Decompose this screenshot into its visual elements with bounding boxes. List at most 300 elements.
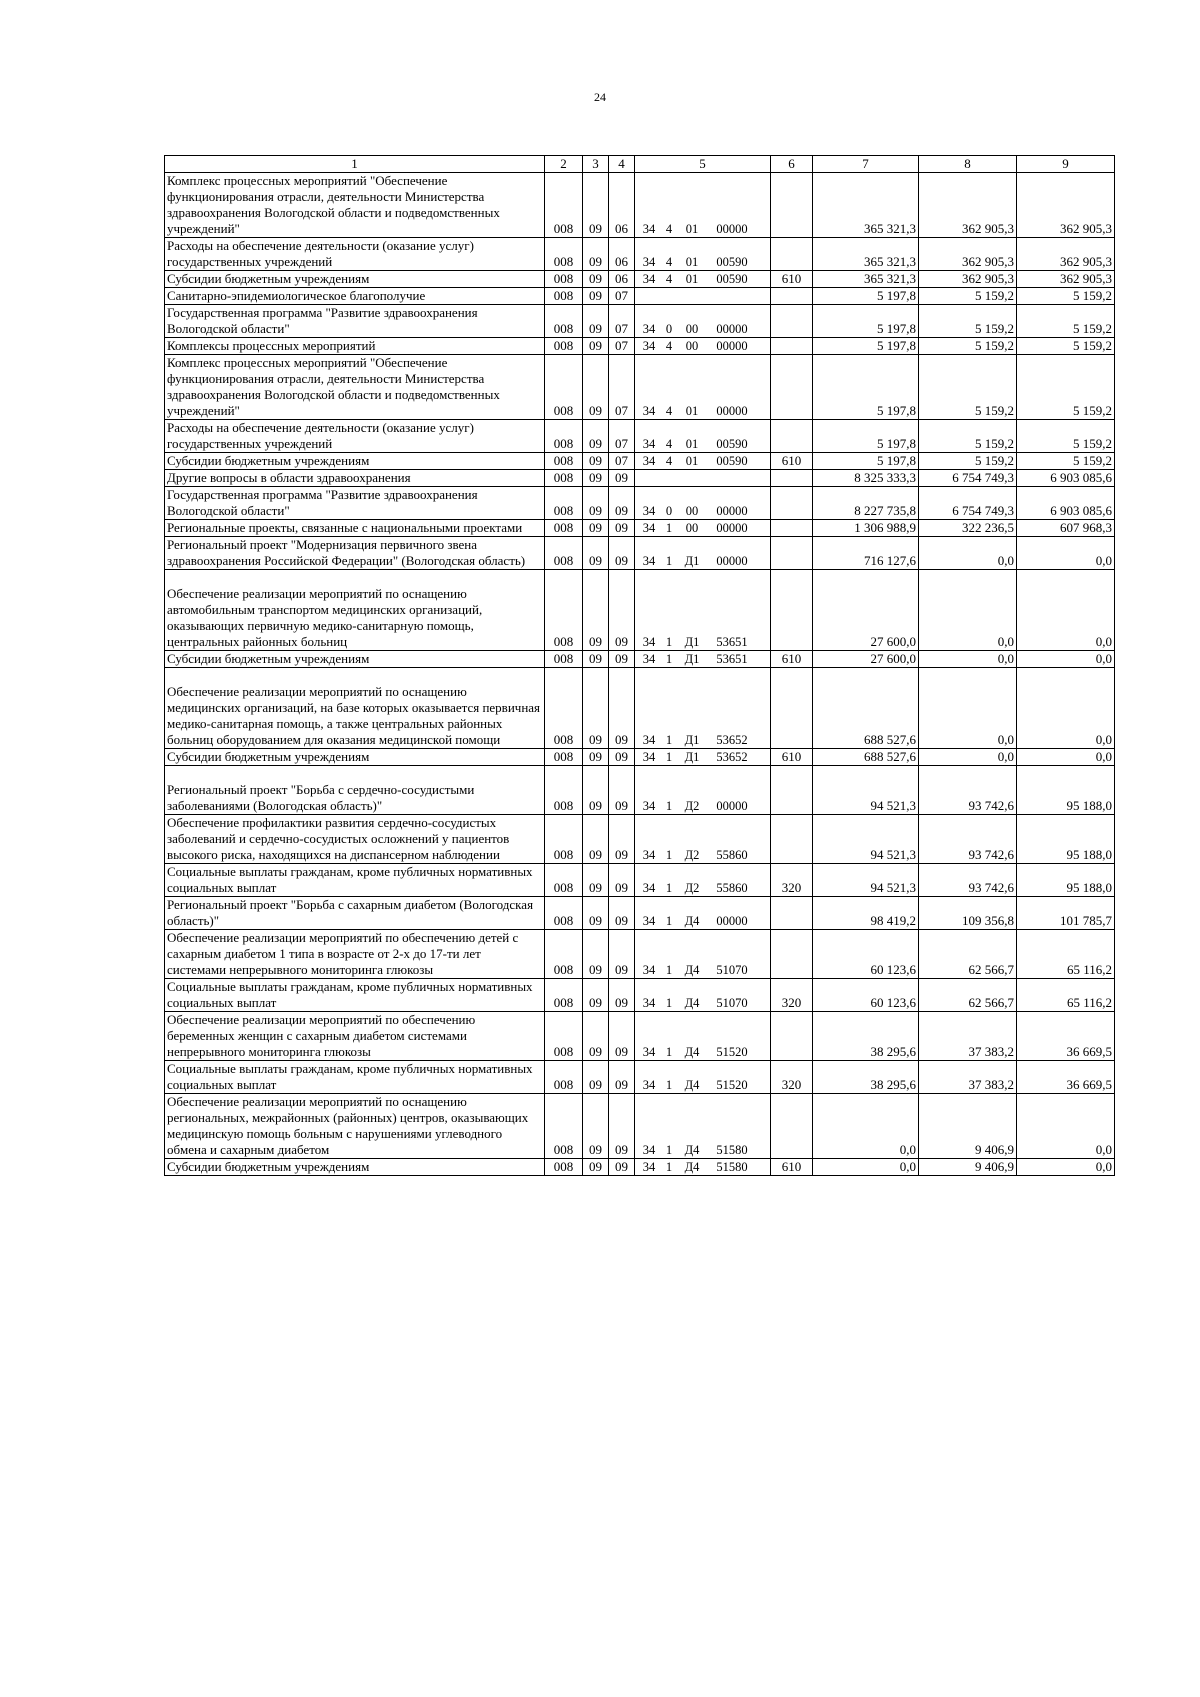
target-direction: 00000: [716, 404, 748, 418]
row-subsection-code: 06: [609, 271, 635, 288]
row-subsection-code: 07: [609, 420, 635, 453]
table-row: [165, 749, 1115, 766]
target-measure: Д4: [684, 996, 700, 1010]
target-article-parts: [637, 254, 768, 270]
row-amount-year1: 94 521,3: [813, 815, 919, 864]
row-target-article: [635, 864, 771, 897]
row-expense-type: [771, 815, 813, 864]
row-target-article: [635, 897, 771, 930]
row-target-article: [635, 537, 771, 570]
table-row: [165, 355, 1115, 420]
row-name: Обеспечение реализации мероприятий по обеспечению детей с сахарным диабетом 1 типа в возрасте от 2-х до 17-ти лет системами непрерывного мониторинга глюкозы: [165, 930, 545, 979]
row-amount-year3: 5 159,2: [1017, 453, 1115, 470]
row-subsection-code: 09: [609, 570, 635, 651]
target-measure: Д4: [684, 1078, 700, 1092]
row-amount-year2: 9 406,9: [919, 1159, 1017, 1176]
row-target-article: [635, 453, 771, 470]
row-section-code: 09: [583, 1159, 609, 1176]
row-amount-year1: 688 527,6: [813, 749, 919, 766]
row-amount-year2: 5 159,2: [919, 288, 1017, 305]
row-amount-year2: 93 742,6: [919, 766, 1017, 815]
row-subsection-code: 07: [609, 305, 635, 338]
row-amount-year2: 6 754 749,3: [919, 470, 1017, 487]
row-subsection-code: 09: [609, 897, 635, 930]
col-header-9: 9: [1017, 156, 1115, 173]
row-amount-year1: 0,0: [813, 1094, 919, 1159]
target-program: 34: [642, 750, 656, 764]
row-amount-year1: 365 321,3: [813, 238, 919, 271]
target-measure: Д4: [684, 1160, 700, 1174]
row-amount-year3: 0,0: [1017, 651, 1115, 668]
target-program: 34: [642, 437, 656, 451]
row-amount-year1: 98 419,2: [813, 897, 919, 930]
table-row: [165, 173, 1115, 238]
row-section-code: 09: [583, 815, 609, 864]
row-name: Региональный проект "Борьба с сахарным диабетом (Вологодская область)": [165, 897, 545, 930]
page-number: 24: [594, 90, 606, 104]
row-name: Социальные выплаты гражданам, кроме публичных нормативных социальных выплат: [165, 1061, 545, 1094]
row-section-code: 09: [583, 453, 609, 470]
row-subsection-code: 09: [609, 815, 635, 864]
row-amount-year1: 688 527,6: [813, 668, 919, 749]
row-ministry-code: 008: [545, 487, 583, 520]
row-amount-year2: 5 159,2: [919, 453, 1017, 470]
target-measure: Д4: [684, 963, 700, 977]
row-subsection-code: 09: [609, 864, 635, 897]
row-section-code: 09: [583, 420, 609, 453]
row-amount-year2: 5 159,2: [919, 338, 1017, 355]
row-expense-type: 320: [771, 1061, 813, 1094]
row-name: Субсидии бюджетным учреждениям: [165, 651, 545, 668]
target-direction: 53652: [716, 733, 748, 747]
row-name: Субсидии бюджетным учреждениям: [165, 749, 545, 766]
target-program: 34: [642, 554, 656, 568]
row-section-code: 09: [583, 173, 609, 238]
col-header-1: 1: [165, 156, 545, 173]
row-amount-year2: 93 742,6: [919, 864, 1017, 897]
table-row: [165, 864, 1115, 897]
row-expense-type: 610: [771, 749, 813, 766]
target-article-parts: [637, 880, 768, 896]
row-section-code: 09: [583, 864, 609, 897]
col-header-4: 4: [609, 156, 635, 173]
target-measure: Д1: [684, 733, 700, 747]
target-direction: 00590: [716, 454, 748, 468]
target-subprogram: 0: [665, 322, 673, 336]
target-direction: 51070: [716, 963, 748, 977]
target-measure: Д1: [684, 554, 700, 568]
target-subprogram: 1: [665, 1143, 673, 1157]
target-program: 34: [642, 733, 656, 747]
target-subprogram: 1: [665, 750, 673, 764]
row-target-article: [635, 815, 771, 864]
row-subsection-code: 09: [609, 537, 635, 570]
row-amount-year3: 95 188,0: [1017, 864, 1115, 897]
target-direction: 00590: [716, 255, 748, 269]
target-subprogram: 4: [665, 404, 673, 418]
row-section-code: 09: [583, 668, 609, 749]
row-amount-year3: 362 905,3: [1017, 238, 1115, 271]
row-amount-year1: 716 127,6: [813, 537, 919, 570]
row-amount-year3: 5 159,2: [1017, 338, 1115, 355]
row-ministry-code: 008: [545, 749, 583, 766]
row-target-article: [635, 651, 771, 668]
row-amount-year3: 5 159,2: [1017, 305, 1115, 338]
row-expense-type: [771, 355, 813, 420]
target-direction: 00000: [716, 521, 748, 535]
row-name: Комплекс процессных мероприятий "Обеспечение функционирования отрасли, деятельности Министерства здравоохранения Вологодской области и подведомственных учреждений": [165, 173, 545, 238]
row-expense-type: 610: [771, 453, 813, 470]
row-section-code: 09: [583, 338, 609, 355]
row-expense-type: [771, 570, 813, 651]
row-ministry-code: 008: [545, 897, 583, 930]
table-row: [165, 1012, 1115, 1061]
row-name: Комплекс процессных мероприятий "Обеспечение функционирования отрасли, деятельности Министерства здравоохранения Вологодской области и подведомственных учреждений": [165, 355, 545, 420]
table-row: [165, 288, 1115, 305]
row-amount-year1: 365 321,3: [813, 173, 919, 238]
row-amount-year2: 0,0: [919, 570, 1017, 651]
row-section-code: 09: [583, 1061, 609, 1094]
target-article-parts: [637, 453, 768, 469]
row-subsection-code: 09: [609, 766, 635, 815]
target-direction: 55860: [716, 848, 748, 862]
row-amount-year1: 60 123,6: [813, 979, 919, 1012]
row-expense-type: [771, 766, 813, 815]
row-section-code: 09: [583, 1012, 609, 1061]
row-amount-year1: 5 197,8: [813, 288, 919, 305]
col-header-2: 2: [545, 156, 583, 173]
row-ministry-code: 008: [545, 305, 583, 338]
row-expense-type: 610: [771, 271, 813, 288]
table-row: [165, 930, 1115, 979]
row-name: Санитарно-эпидемиологическое благополучие: [165, 288, 545, 305]
target-program: 34: [642, 881, 656, 895]
target-direction: 53652: [716, 750, 748, 764]
target-article-parts: [637, 321, 768, 337]
row-expense-type: [771, 930, 813, 979]
row-amount-year1: 5 197,8: [813, 453, 919, 470]
row-subsection-code: 09: [609, 651, 635, 668]
row-amount-year1: 38 295,6: [813, 1061, 919, 1094]
target-program: 34: [642, 1160, 656, 1174]
target-program: 34: [642, 404, 656, 418]
table-row: [165, 1159, 1115, 1176]
row-subsection-code: 07: [609, 453, 635, 470]
row-amount-year3: 6 903 085,6: [1017, 487, 1115, 520]
target-direction: 55860: [716, 881, 748, 895]
row-amount-year3: 65 116,2: [1017, 930, 1115, 979]
table-row: [165, 487, 1115, 520]
row-target-article: [635, 766, 771, 815]
target-measure: 00: [685, 339, 699, 353]
target-direction: 00000: [716, 339, 748, 353]
row-amount-year2: 5 159,2: [919, 420, 1017, 453]
row-subsection-code: 09: [609, 470, 635, 487]
row-section-code: 09: [583, 355, 609, 420]
target-subprogram: 1: [665, 1160, 673, 1174]
row-expense-type: 320: [771, 864, 813, 897]
table-row: [165, 537, 1115, 570]
row-section-code: 09: [583, 930, 609, 979]
target-subprogram: 4: [665, 437, 673, 451]
target-direction: 00590: [716, 437, 748, 451]
target-direction: 53651: [716, 635, 748, 649]
row-name: Обеспечение реализации мероприятий по обеспечению беременных женщин с сахарным диабетом системами непрерывного мониторинга глюкозы: [165, 1012, 545, 1061]
table-row: [165, 1061, 1115, 1094]
row-target-article: [635, 288, 771, 305]
row-section-code: 09: [583, 979, 609, 1012]
target-article-parts: [637, 221, 768, 237]
table-row: [165, 338, 1115, 355]
table-row: [165, 238, 1115, 271]
row-name: Региональный проект "Борьба с сердечно-сосудистыми заболеваниями (Вологодская область)": [165, 766, 545, 815]
row-target-article: [635, 338, 771, 355]
target-subprogram: 1: [665, 635, 673, 649]
row-expense-type: 610: [771, 651, 813, 668]
target-measure: Д2: [684, 799, 700, 813]
target-measure: Д2: [684, 848, 700, 862]
target-direction: 00000: [716, 799, 748, 813]
target-program: 34: [642, 996, 656, 1010]
row-section-code: 09: [583, 651, 609, 668]
row-amount-year2: 6 754 749,3: [919, 487, 1017, 520]
row-expense-type: [771, 520, 813, 537]
target-direction: 51580: [716, 1143, 748, 1157]
table-row: [165, 815, 1115, 864]
target-article-parts: [637, 634, 768, 650]
target-direction: 51580: [716, 1160, 748, 1174]
row-amount-year2: 5 159,2: [919, 355, 1017, 420]
row-amount-year3: 0,0: [1017, 1159, 1115, 1176]
row-target-article: [635, 930, 771, 979]
row-ministry-code: 008: [545, 1061, 583, 1094]
row-expense-type: [771, 537, 813, 570]
row-amount-year1: 5 197,8: [813, 338, 919, 355]
table-row: [165, 470, 1115, 487]
target-direction: 51520: [716, 1078, 748, 1092]
target-subprogram: 1: [665, 733, 673, 747]
target-subprogram: 1: [665, 799, 673, 813]
target-measure: Д4: [684, 914, 700, 928]
row-target-article: [635, 271, 771, 288]
table-row: [165, 271, 1115, 288]
row-expense-type: [771, 897, 813, 930]
row-subsection-code: 09: [609, 520, 635, 537]
row-subsection-code: 09: [609, 979, 635, 1012]
target-direction: 53651: [716, 652, 748, 666]
target-subprogram: 4: [665, 272, 673, 286]
target-program: 34: [642, 1045, 656, 1059]
row-amount-year1: 1 306 988,9: [813, 520, 919, 537]
row-expense-type: 320: [771, 979, 813, 1012]
table-row: [165, 1094, 1115, 1159]
row-amount-year3: 95 188,0: [1017, 815, 1115, 864]
table-row: [165, 766, 1115, 815]
target-measure: Д1: [684, 635, 700, 649]
row-amount-year1: 0,0: [813, 1159, 919, 1176]
target-program: 34: [642, 963, 656, 977]
target-program: 34: [642, 521, 656, 535]
row-amount-year2: 37 383,2: [919, 1012, 1017, 1061]
row-ministry-code: 008: [545, 1012, 583, 1061]
row-amount-year2: 362 905,3: [919, 173, 1017, 238]
target-measure: Д2: [684, 881, 700, 895]
target-article-parts: [637, 732, 768, 748]
row-expense-type: [771, 1094, 813, 1159]
row-amount-year1: 8 325 333,3: [813, 470, 919, 487]
row-amount-year1: 27 600,0: [813, 570, 919, 651]
target-article-parts: [637, 503, 768, 519]
target-article-parts: [637, 847, 768, 863]
row-expense-type: [771, 668, 813, 749]
row-name: Социальные выплаты гражданам, кроме публичных нормативных социальных выплат: [165, 864, 545, 897]
row-amount-year1: 38 295,6: [813, 1012, 919, 1061]
target-program: 34: [642, 272, 656, 286]
header-row: [165, 156, 1115, 173]
row-subsection-code: 09: [609, 1159, 635, 1176]
target-direction: 51520: [716, 1045, 748, 1059]
row-amount-year2: 0,0: [919, 651, 1017, 668]
row-section-code: 09: [583, 520, 609, 537]
row-name: Субсидии бюджетным учреждениям: [165, 453, 545, 470]
target-subprogram: 1: [665, 1045, 673, 1059]
table-row: [165, 979, 1115, 1012]
row-amount-year2: 362 905,3: [919, 271, 1017, 288]
row-subsection-code: 06: [609, 173, 635, 238]
target-subprogram: 4: [665, 255, 673, 269]
row-ministry-code: 008: [545, 1159, 583, 1176]
target-article-parts: [637, 749, 768, 765]
row-amount-year2: 109 356,8: [919, 897, 1017, 930]
row-expense-type: [771, 238, 813, 271]
row-ministry-code: 008: [545, 864, 583, 897]
row-amount-year1: 365 321,3: [813, 271, 919, 288]
row-amount-year3: 0,0: [1017, 537, 1115, 570]
row-name: Субсидии бюджетным учреждениям: [165, 271, 545, 288]
row-amount-year2: 5 159,2: [919, 305, 1017, 338]
row-subsection-code: 09: [609, 1094, 635, 1159]
row-amount-year3: 362 905,3: [1017, 173, 1115, 238]
row-ministry-code: 008: [545, 668, 583, 749]
row-amount-year3: 95 188,0: [1017, 766, 1115, 815]
target-article-parts: [637, 1159, 768, 1175]
row-target-article: [635, 1061, 771, 1094]
row-target-article: [635, 749, 771, 766]
target-measure: 00: [685, 521, 699, 535]
row-amount-year3: 0,0: [1017, 668, 1115, 749]
target-program: 34: [642, 222, 656, 236]
target-article-parts: [637, 798, 768, 814]
target-program: 34: [642, 322, 656, 336]
row-name: Региональные проекты, связанные с национальными проектами: [165, 520, 545, 537]
row-expense-type: [771, 288, 813, 305]
row-subsection-code: 09: [609, 668, 635, 749]
col-header-8: 8: [919, 156, 1017, 173]
row-ministry-code: 008: [545, 766, 583, 815]
row-target-article: [635, 420, 771, 453]
target-direction: 00590: [716, 272, 748, 286]
target-subprogram: 1: [665, 554, 673, 568]
target-direction: 00000: [716, 322, 748, 336]
row-expense-type: [771, 338, 813, 355]
row-ministry-code: 008: [545, 271, 583, 288]
target-direction: 51070: [716, 996, 748, 1010]
target-subprogram: 1: [665, 914, 673, 928]
row-amount-year2: 362 905,3: [919, 238, 1017, 271]
row-amount-year2: 37 383,2: [919, 1061, 1017, 1094]
row-section-code: 09: [583, 897, 609, 930]
target-subprogram: 1: [665, 521, 673, 535]
row-ministry-code: 008: [545, 537, 583, 570]
target-measure: 01: [685, 272, 699, 286]
target-program: 34: [642, 799, 656, 813]
target-program: 34: [642, 1143, 656, 1157]
table-row: [165, 668, 1115, 749]
row-expense-type: [771, 173, 813, 238]
row-target-article: [635, 470, 771, 487]
target-subprogram: 1: [665, 652, 673, 666]
row-target-article: [635, 1012, 771, 1061]
row-amount-year2: 0,0: [919, 749, 1017, 766]
row-target-article: [635, 1094, 771, 1159]
target-article-parts: [637, 913, 768, 929]
row-name: Расходы на обеспечение деятельности (оказание услуг) государственных учреждений: [165, 420, 545, 453]
row-amount-year3: 5 159,2: [1017, 355, 1115, 420]
target-measure: 01: [685, 255, 699, 269]
row-subsection-code: 09: [609, 487, 635, 520]
target-direction: 00000: [716, 222, 748, 236]
target-subprogram: 4: [665, 339, 673, 353]
row-amount-year3: 5 159,2: [1017, 420, 1115, 453]
row-target-article: [635, 668, 771, 749]
target-program: 34: [642, 255, 656, 269]
row-target-article: [635, 520, 771, 537]
row-name: Социальные выплаты гражданам, кроме публичных нормативных социальных выплат: [165, 979, 545, 1012]
row-expense-type: [771, 420, 813, 453]
row-amount-year3: 36 669,5: [1017, 1061, 1115, 1094]
row-section-code: 09: [583, 537, 609, 570]
row-section-code: 09: [583, 470, 609, 487]
row-amount-year2: 0,0: [919, 537, 1017, 570]
target-article-parts: [637, 1077, 768, 1093]
row-target-article: [635, 355, 771, 420]
target-article-parts: [637, 962, 768, 978]
target-subprogram: 1: [665, 1078, 673, 1092]
target-program: 34: [642, 1078, 656, 1092]
table-row: [165, 305, 1115, 338]
row-amount-year2: 0,0: [919, 668, 1017, 749]
row-ministry-code: 008: [545, 338, 583, 355]
target-article-parts: [637, 1044, 768, 1060]
target-article-parts: [637, 436, 768, 452]
budget-table: [164, 155, 1115, 1176]
target-measure: Д1: [684, 652, 700, 666]
target-article-parts: [637, 1142, 768, 1158]
row-target-article: [635, 487, 771, 520]
target-direction: 00000: [716, 554, 748, 568]
row-amount-year2: 62 566,7: [919, 930, 1017, 979]
row-ministry-code: 008: [545, 355, 583, 420]
col-header-7: 7: [813, 156, 919, 173]
row-section-code: 09: [583, 1094, 609, 1159]
row-ministry-code: 008: [545, 1094, 583, 1159]
row-amount-year3: 65 116,2: [1017, 979, 1115, 1012]
target-program: 34: [642, 848, 656, 862]
row-section-code: 09: [583, 570, 609, 651]
target-program: 34: [642, 635, 656, 649]
row-expense-type: [771, 305, 813, 338]
target-measure: 01: [685, 404, 699, 418]
